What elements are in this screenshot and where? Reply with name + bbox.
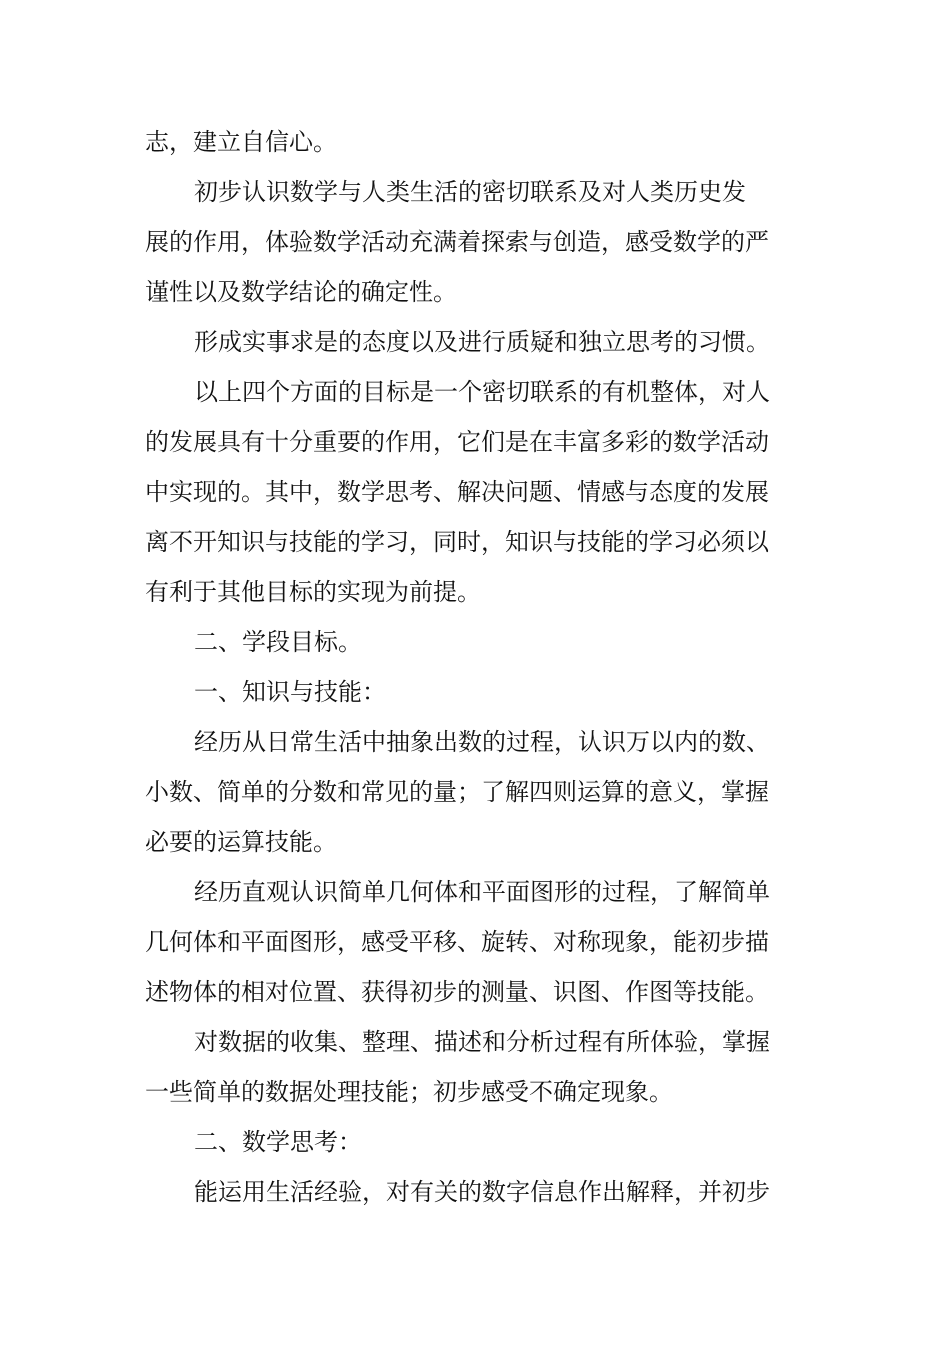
text-line: 展的作用，体验数学活动充满着探索与创造，感受数学的严 — [145, 228, 769, 256]
paragraph-first-line: 经历直观认识简单几何体和平面图形的过程，了解简单 — [194, 878, 770, 906]
text-line: 中实现的。其中，数学思考、解决问题、情感与态度的发展 — [145, 478, 769, 506]
paragraph-first-line: 经历从日常生活中抽象出数的过程，认识万以内的数、 — [194, 728, 770, 756]
text-line: 有利于其他目标的实现为前提。 — [145, 578, 481, 606]
paragraph-first-line: 对数据的收集、整理、描述和分析过程有所体验，掌握 — [194, 1028, 770, 1056]
paragraph-first-line: 以上四个方面的目标是一个密切联系的有机整体，对人 — [194, 378, 770, 406]
text-line: 必要的运算技能。 — [145, 828, 337, 856]
section-heading: 二、学段目标。 — [194, 628, 362, 656]
text-line: 离不开知识与技能的学习，同时，知识与技能的学习必须以 — [145, 528, 769, 556]
paragraph-first-line: 能运用生活经验，对有关的数字信息作出解释，并初步 — [194, 1178, 770, 1206]
text-line: 一些简单的数据处理技能；初步感受不确定现象。 — [145, 1078, 673, 1106]
text-line: 述物体的相对位置、获得初步的测量、识图、作图等技能。 — [145, 978, 769, 1006]
paragraph-first-line: 初步认识数学与人类生活的密切联系及对人类历史发 — [194, 178, 746, 206]
text-line: 几何体和平面图形，感受平移、旋转、对称现象，能初步描 — [145, 928, 769, 956]
paragraph-first-line: 形成实事求是的态度以及进行质疑和独立思考的习惯。 — [194, 328, 770, 356]
text-line: 小数、简单的分数和常见的量；了解四则运算的意义，掌握 — [145, 778, 769, 806]
subsection-heading: 一、知识与技能： — [194, 678, 386, 706]
subsection-heading: 二、数学思考： — [194, 1128, 362, 1156]
text-line: 的发展具有十分重要的作用，它们是在丰富多彩的数学活动 — [145, 428, 769, 456]
text-line: 谨性以及数学结论的确定性。 — [145, 278, 457, 306]
text-line: 志，建立自信心。 — [145, 128, 337, 156]
